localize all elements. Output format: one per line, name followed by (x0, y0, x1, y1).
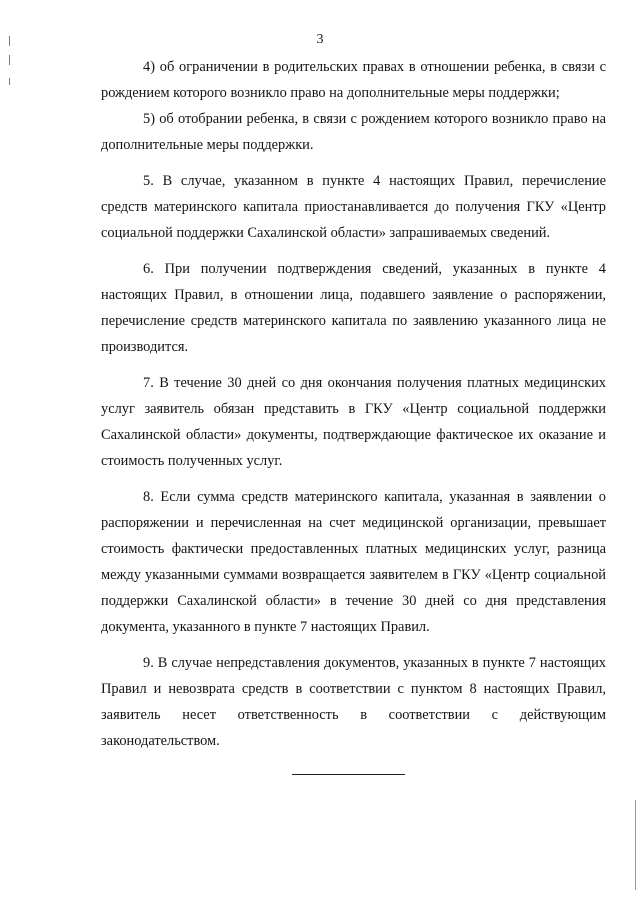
paragraph-rule-6: 6. При получении подтверждения сведений, указанных в пункте 4 настоящих Правил, в отношении лица, подавшего заявление о распоряжении, перечисление средств материнского капитала по заявлению указанного лица не производится. (101, 261, 606, 355)
document-body (101, 54, 606, 754)
scan-artifact (635, 800, 636, 890)
paragraph-rule-5: 5. В случае, указанном в пункте 4 настоящих Правил, перечисление средств материнского капитала приостанавливается до получения ГКУ «Центр социальной поддержки Сахалинской области» запрашиваемых сведений. (101, 173, 606, 241)
page-number: 3 (316, 32, 324, 47)
paragraph-item-5: 5) об отобрании ребенка, в связи с рождением которого возникло право на дополнительные меры поддержки. (101, 111, 606, 153)
paragraph-item-4: 4) об ограничении в родительских правах в отношении ребенка, в связи с рождением которого возникло право на дополнительные меры поддержки; (101, 59, 606, 101)
paragraph-rule-7: 7. В течение 30 дней со дня окончания получения платных медицинских услуг заявитель обязан представить в ГКУ «Центр социальной поддержки Сахалинской области» документы, подтверждающие фактическое их оказание и стоимость полученных услуг. (101, 375, 606, 469)
scan-artifact (9, 55, 10, 65)
paragraph-rule-8: 8. Если сумма средств материнского капитала, указанная в заявлении о распоряжении и перечисленная на счет медицинской организации, превышает стоимость фактически предоставленных платных медицинских услуг, разница между указанными суммами возвращается заявителем в ГКУ «Центр социальной поддержки Сахалинской области» в течение 30 дней со дня представления документа, указанного в пункте 7 настоящих Правил. (101, 489, 606, 635)
closing-line (292, 774, 405, 775)
scan-artifact (9, 78, 10, 85)
paragraph-rule-9: 9. В случае непредставления документов, указанных в пункте 7 настоящих Правил и невозврата средств в соответствии с пунктом 8 настоящих Правил, заявитель несет ответственность в соответствии с действующим законодательством. (101, 655, 606, 749)
